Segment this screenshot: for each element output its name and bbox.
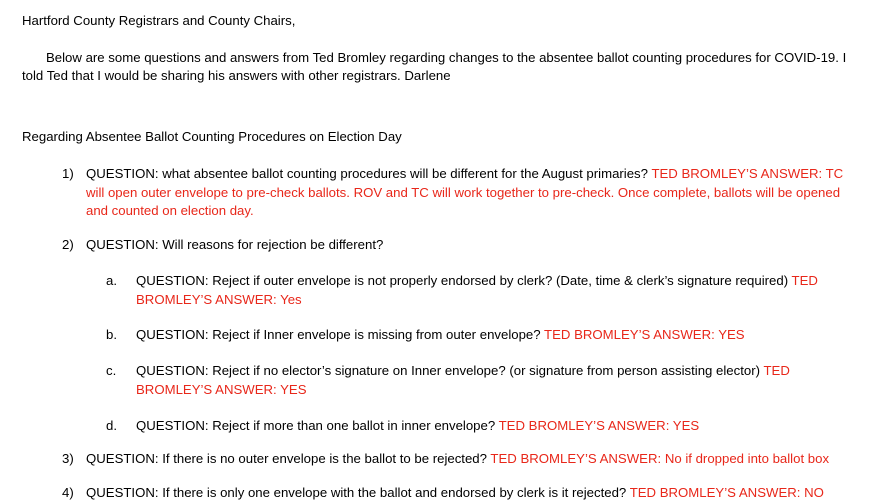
salutation-line: Hartford County Registrars and County Chairs, bbox=[22, 13, 296, 28]
question-list bbox=[22, 165, 852, 503]
question-text: QUESTION: If there is no outer envelope is the ballot to be rejected? bbox=[86, 451, 487, 467]
sub-question-marker: a. bbox=[106, 272, 117, 288]
sub-answer-text: TED BROMLEY’S ANSWER: YES bbox=[498, 417, 700, 433]
question-text: QUESTION: If there is only one envelope with the ballot and endorsed by clerk is it rejected? bbox=[86, 485, 627, 501]
sub-question-text: QUESTION: Reject if more than one ballot in inner envelope? bbox=[136, 417, 496, 433]
sub-question-text: QUESTION: Reject if Inner envelope is missing from outer envelope? bbox=[136, 327, 541, 343]
question-item bbox=[22, 236, 852, 435]
question-marker: 3) bbox=[62, 451, 74, 467]
answer-text: TED BROMLEY’S ANSWER: NO bbox=[629, 485, 824, 501]
answer-text: TED BROMLEY’S ANSWER: TC will open outer envelope to pre-check ballots. ROV and TC will work together to pre-check. Once complete, ballots will be opened and counted on election day. bbox=[86, 165, 844, 219]
sub-question-item bbox=[86, 417, 852, 436]
sub-question-list bbox=[86, 272, 852, 435]
sub-question-item bbox=[86, 326, 852, 345]
sub-answer-text: TED BROMLEY’S ANSWER: Yes bbox=[136, 272, 818, 307]
answer-text: TED BROMLEY’S ANSWER: No if dropped into ballot box bbox=[490, 451, 830, 467]
intro-paragraph: Below are some questions and answers from Ted Bromley regarding changes to the absentee ballot counting procedures for COVID-19. I told Ted that I would be sharing his answers with other registrars. Darlene bbox=[22, 49, 847, 84]
question-text: QUESTION: Will reasons for rejection be different? bbox=[86, 237, 384, 253]
question-marker: 2) bbox=[62, 237, 74, 253]
question-text: QUESTION: what absentee ballot counting procedures will be different for the August primaries? bbox=[86, 165, 648, 181]
section-heading: Regarding Absentee Ballot Counting Procedures on Election Day bbox=[22, 129, 402, 145]
sub-answer-text: TED BROMLEY’S ANSWER: YES bbox=[544, 327, 745, 343]
question-item bbox=[22, 450, 852, 469]
sub-question-marker: b. bbox=[106, 327, 117, 343]
sub-answer-text: TED BROMLEY’S ANSWER: YES bbox=[136, 363, 790, 397]
sub-question-marker: d. bbox=[106, 417, 117, 433]
question-marker: 1) bbox=[62, 165, 74, 181]
question-marker: 4) bbox=[62, 485, 74, 501]
sub-question-marker: c. bbox=[106, 363, 117, 379]
sub-question-text: QUESTION: Reject if no elector’s signature on Inner envelope? (or signature from person assisting elector) bbox=[136, 363, 761, 379]
sub-question-item bbox=[86, 272, 852, 309]
question-item bbox=[22, 484, 852, 503]
sub-question-text: QUESTION: Reject if outer envelope is not properly endorsed by clerk? (Date, time & clerk’s signature required) bbox=[136, 272, 789, 288]
question-item bbox=[22, 165, 852, 221]
sub-question-item bbox=[86, 362, 852, 399]
